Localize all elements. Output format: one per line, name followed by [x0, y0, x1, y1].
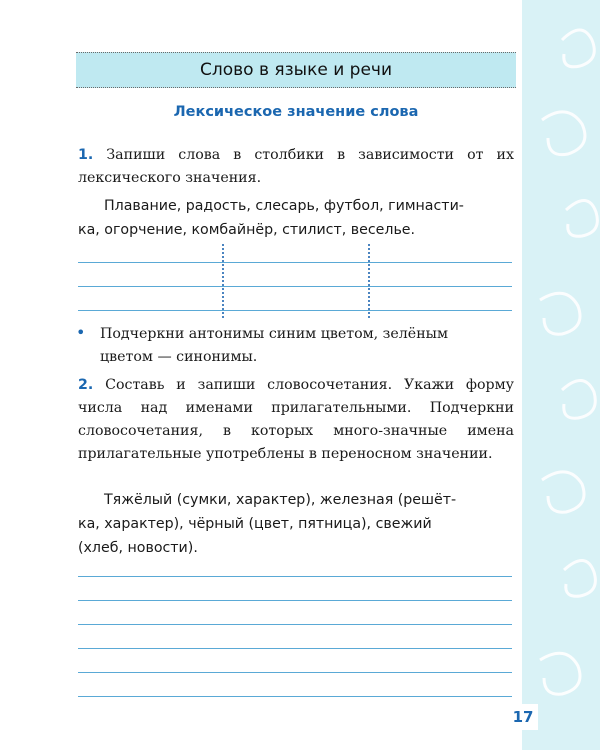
- title-banner: [76, 52, 516, 88]
- swirl-pattern-icon: [522, 0, 600, 750]
- task-1-instruction: [78, 144, 514, 190]
- task-1-words-line-1: Плавание, радость, слесарь, футбол, гимнасти-: [104, 198, 464, 214]
- task-2-phrases-line-3: (хлеб, новости).: [78, 540, 198, 556]
- bullet-task-text-line-2: цветом — синонимы.: [100, 349, 258, 365]
- page-title: Слово в языке и речи: [200, 60, 392, 80]
- task-1-words: [78, 194, 514, 242]
- column-divider-2: [368, 244, 370, 318]
- task-1-words-line-2: ка, огорчение, комбайнёр, стилист, веселье.: [78, 222, 416, 238]
- task-2-write-line-4[interactable]: [78, 648, 512, 649]
- task-2-write-line-5[interactable]: [78, 672, 512, 673]
- task-2-text: Составь и запиши словосочетания. Укажи форму числа над именами прилагательными. Подчеркни словосочетания, в которых много-значные имена прилагательные употреблены в переносном значении.: [78, 377, 515, 462]
- bullet-task-text-line-1: Подчеркни антонимы синим цветом, зелёным: [100, 326, 448, 342]
- task-2-instruction: [78, 374, 514, 466]
- task-2-write-line-1[interactable]: [78, 576, 512, 577]
- task-1-write-line-2[interactable]: [78, 286, 512, 287]
- task-1-write-line-3[interactable]: [78, 310, 512, 311]
- task-2-number: 2.: [78, 377, 94, 393]
- section-subtitle: Лексическое значение слова: [173, 104, 419, 120]
- task-2-write-line-6[interactable]: [78, 696, 512, 697]
- page-number: 17: [508, 704, 538, 730]
- task-2-write-line-3[interactable]: [78, 624, 512, 625]
- task-1-number: 1.: [78, 147, 94, 163]
- bullet-icon: •: [76, 323, 86, 342]
- bullet-task-instruction: [78, 321, 514, 369]
- decorative-side-strip: [522, 0, 600, 750]
- task-2-write-line-2[interactable]: [78, 600, 512, 601]
- task-1-text: Запиши слова в столбики в зависимости от их лексического значения.: [78, 147, 514, 186]
- task-2-phrases: [78, 488, 514, 560]
- column-divider-1: [222, 244, 224, 318]
- task-1-write-line-1[interactable]: [78, 262, 512, 263]
- task-2-phrases-line-1: Тяжёлый (сумки, характер), железная (решёт-: [104, 492, 457, 508]
- task-2-phrases-line-2: ка, характер), чёрный (цвет, пятница), свежий: [78, 516, 432, 532]
